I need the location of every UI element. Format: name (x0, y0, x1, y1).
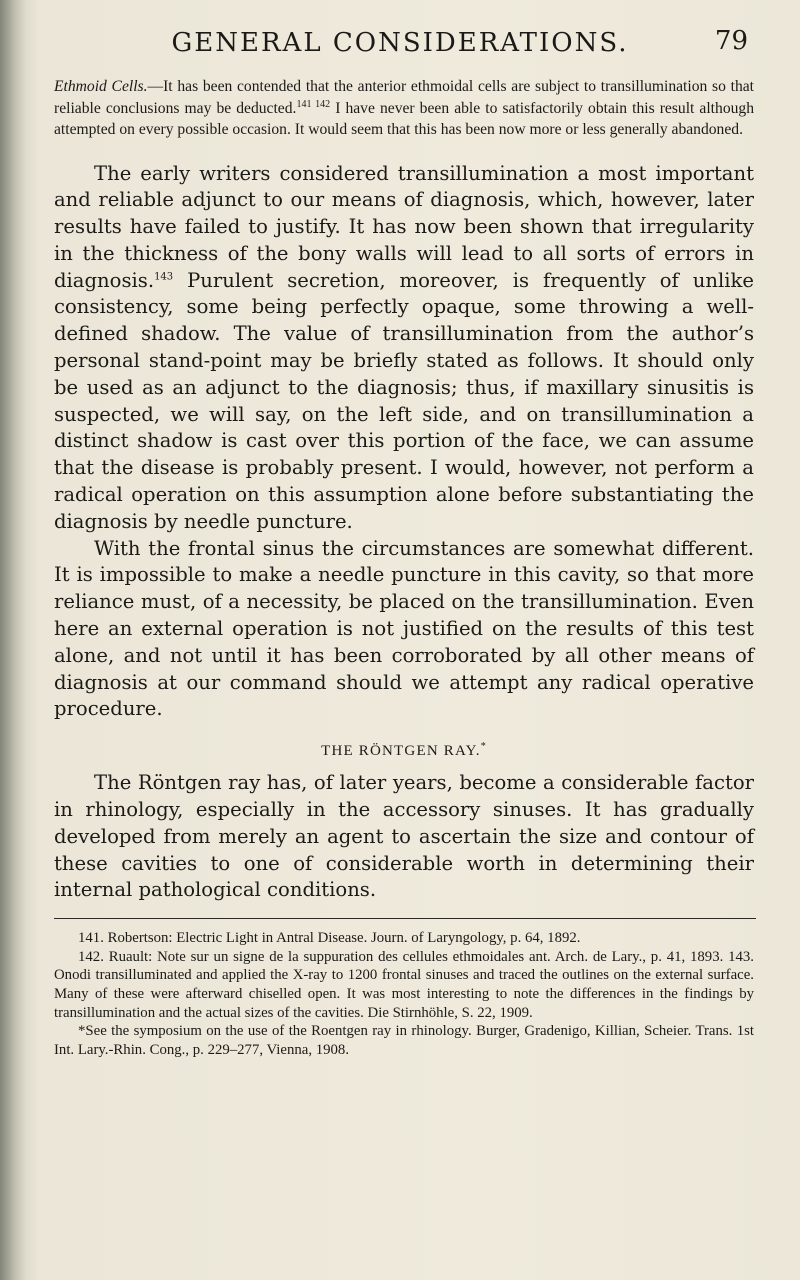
transillumination-text-a: The early writers considered transillumination a most important and reliable adjunct to our means of diagnosis, which, however, later results have failed to justify. It has now been shown that irregularity in the thickness of the bony walls will lead to all sorts of errors in diagnosis. (54, 161, 754, 292)
section-heading-mark: * (480, 741, 487, 753)
section-heading-text: THE RÖNTGEN RAY. (321, 743, 481, 760)
ref-143: 143 (154, 271, 174, 283)
transillumination-paragraph (54, 161, 754, 536)
section-heading (54, 743, 754, 760)
frontal-sinus-paragraph: With the frontal sinus the circumstances are somewhat different. It is impossible to make a needle puncture in this cavity, so that more reliance must, of a necessity, be placed on the transillumination. Even here an external operation is not justified on the results of this test alone, and not until it has been corroborated by all other means of diagnosis at our command should we attempt any radical operative procedure. (54, 536, 754, 721)
ethmoid-lead: Ethmoid Cells. (54, 78, 148, 95)
running-head: GENERAL CONSIDERATIONS. (171, 28, 629, 58)
ethmoid-refs: 141 142 (296, 98, 331, 110)
ethmoid-paragraph (54, 76, 754, 141)
binding-shadow (0, 0, 26, 1280)
page-header (0, 28, 800, 64)
page-body (54, 76, 754, 1059)
ethmoid-text-2: I have never been able to satisfactorily obtain this result although attempted on every possible occasion. It would seem that this has been now more or less generally abandoned. (54, 99, 755, 138)
footnote-142-143: 142. Ruault: Note sur un signe de la suppuration des cellules ethmoidales ant. Arch. de Lary., p. 41, 1893. 143. Onodi transilluminated and applied the X-ray to 1200 frontal sinuses and traced the outlines on the external surface. Many of these were afterward chiselled open. It was most interesting to note the differences in the findings by transillumination and the actual sizes of the cavities. Die Stirnhöhle, S. 22, 1909. (54, 948, 754, 1021)
footnote-divider (54, 918, 756, 919)
footnote-star: *See the symposium on the use of the Roentgen ray in rhinology. Burger, Gradenigo, Killian, Scheier. Trans. 1st Int. Lary.-Rhin. Cong., p. 229–277, Vienna, 1908. (54, 1023, 754, 1058)
page-number: 79 (714, 26, 748, 56)
ethmoid-text: —It has been contended that the anterior ethmoidal cells are subject to transillumination so that reliable conclusions may be deducted. (54, 78, 754, 117)
rontgen-paragraph: The Röntgen ray has, of later years, become a considerable factor in rhinology, especially in the accessory sinuses. It has gradually developed from merely an agent to ascertain the size and contour of these cavities to one of considerable worth in determining their internal pathological conditions. (54, 771, 754, 902)
transillumination-text-b: Purulent secretion, moreover, is frequently of unlike consistency, some being perfectly opaque, some throwing a well-defined shadow. The value of transillumination from the author’s personal stand-point may be briefly stated as follows. It should only be used as an adjunct to the diagnosis; thus, if maxillary sinusitis is suspected, we will say, on the left side, and on transillumination a distinct shadow is cast over this portion of the face, we can assume that the disease is probably present. I would, however, not perform a radical operation on this assumption alone before substantiating the diagnosis by needle puncture. (54, 268, 754, 533)
footnote-141: 141. Robertson: Electric Light in Antral Disease. Journ. of Laryngology, p. 64, 1892. (78, 930, 581, 947)
